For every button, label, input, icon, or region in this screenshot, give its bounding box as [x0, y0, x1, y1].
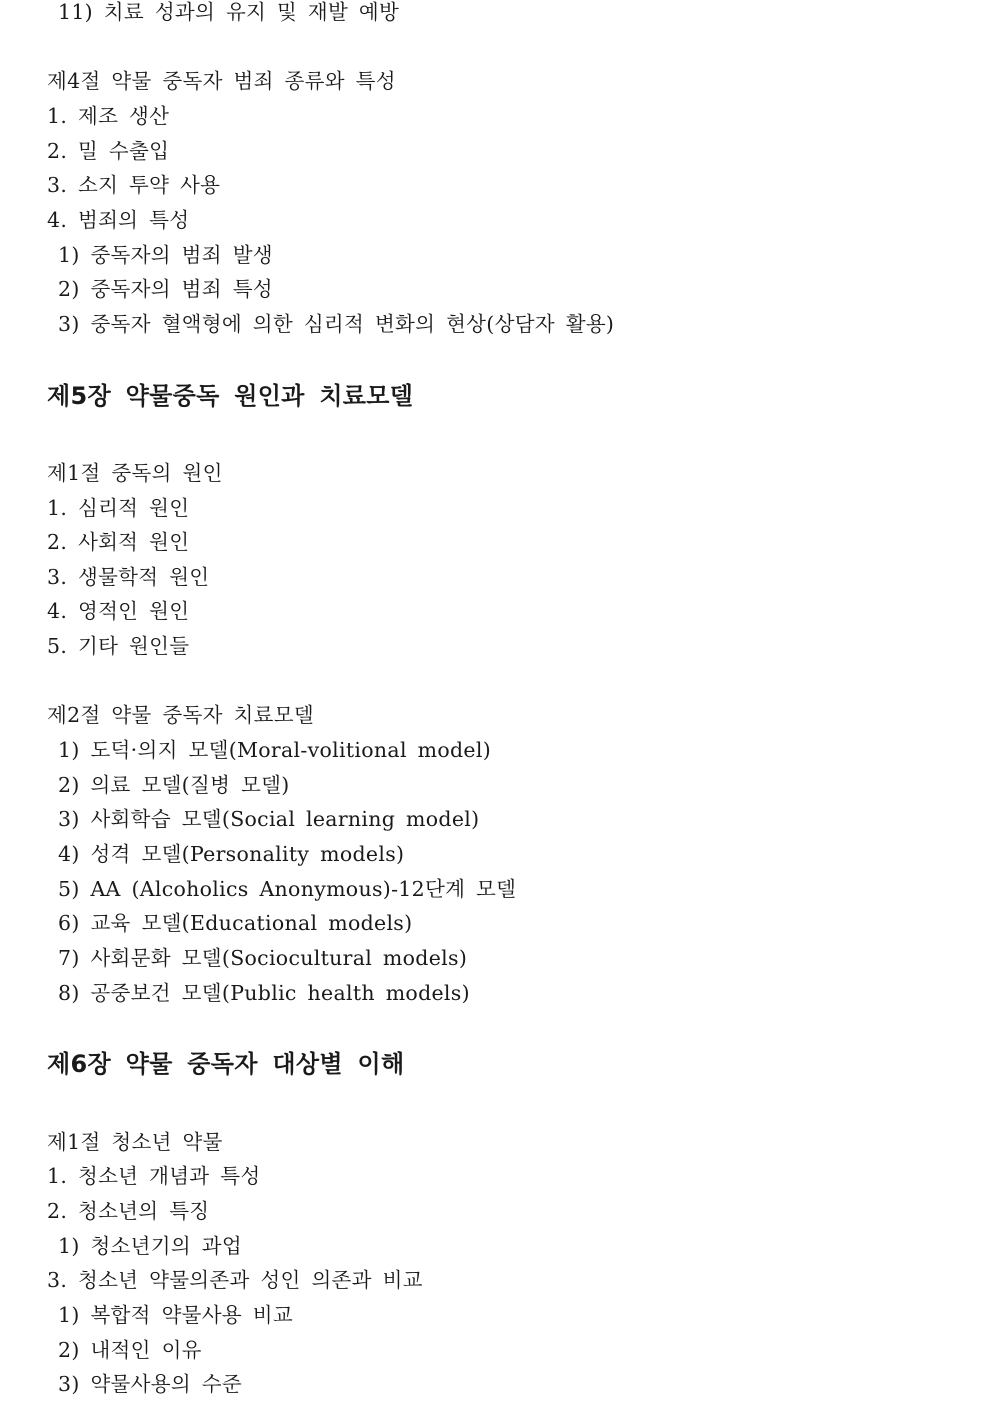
list-item: 2. 사회적 원인: [47, 530, 190, 554]
list-item: 2) 중독자의 범죄 특성: [58, 277, 273, 301]
section-title: 제4절 약물 중독자 범죄 종류와 특성: [47, 69, 396, 93]
list-item: 3) 사회학습 모델(Social learning model): [58, 807, 480, 831]
list-item: 5. 기타 원인들: [47, 634, 190, 658]
list-item: 2. 밀 수출입: [47, 139, 170, 163]
section-title: 제1절 청소년 약물: [47, 1130, 223, 1154]
list-item: 8) 공중보건 모델(Public health models): [58, 981, 470, 1005]
list-item: 1. 제조 생산: [47, 104, 170, 128]
list-item: 3) 중독자 혈액형에 의한 심리적 변화의 현상(상담자 활용): [58, 312, 615, 336]
list-item: 1) 청소년기의 과업: [58, 1234, 242, 1258]
list-item: 4. 영적인 원인: [47, 599, 190, 623]
section-title: 제1절 중독의 원인: [47, 461, 223, 485]
section-title: 제2절 약물 중독자 치료모델: [47, 703, 314, 727]
list-item: 7) 사회문화 모델(Sociocultural models): [58, 946, 468, 970]
chapter-title: 제6장 약물 중독자 대상별 이해: [47, 1050, 405, 1078]
list-item: 11) 치료 성과의 유지 및 재발 예방: [58, 0, 400, 24]
list-item: 3. 생물학적 원인: [47, 565, 210, 589]
list-item: 5) AA (Alcoholics Anonymous)-12단계 모델: [58, 877, 517, 901]
list-item: 3. 청소년 약물의존과 성인 의존과 비교: [47, 1268, 423, 1292]
list-item: 3. 소지 투약 사용: [47, 173, 221, 197]
list-item: 1. 청소년 개념과 특성: [47, 1164, 261, 1188]
list-item: 4. 범죄의 특성: [47, 208, 190, 232]
list-item: 6) 교육 모델(Educational models): [58, 911, 413, 935]
list-item: 1) 중독자의 범죄 발생: [58, 243, 273, 267]
list-item: 2. 청소년의 특징: [47, 1199, 210, 1223]
list-item: 2) 의료 모델(질병 모델): [58, 773, 290, 797]
list-item: 3) 약물사용의 수준: [58, 1372, 242, 1396]
chapter-title: 제5장 약물중독 원인과 치료모델: [47, 382, 414, 410]
list-item: 2) 내적인 이유: [58, 1338, 202, 1362]
list-item: 4) 성격 모델(Personality models): [58, 842, 405, 866]
list-item: 1) 도덕·의지 모델(Moral-volitional model): [58, 738, 492, 762]
list-item: 1) 복합적 약물사용 비교: [58, 1303, 294, 1327]
list-item: 1. 심리적 원인: [47, 496, 190, 520]
